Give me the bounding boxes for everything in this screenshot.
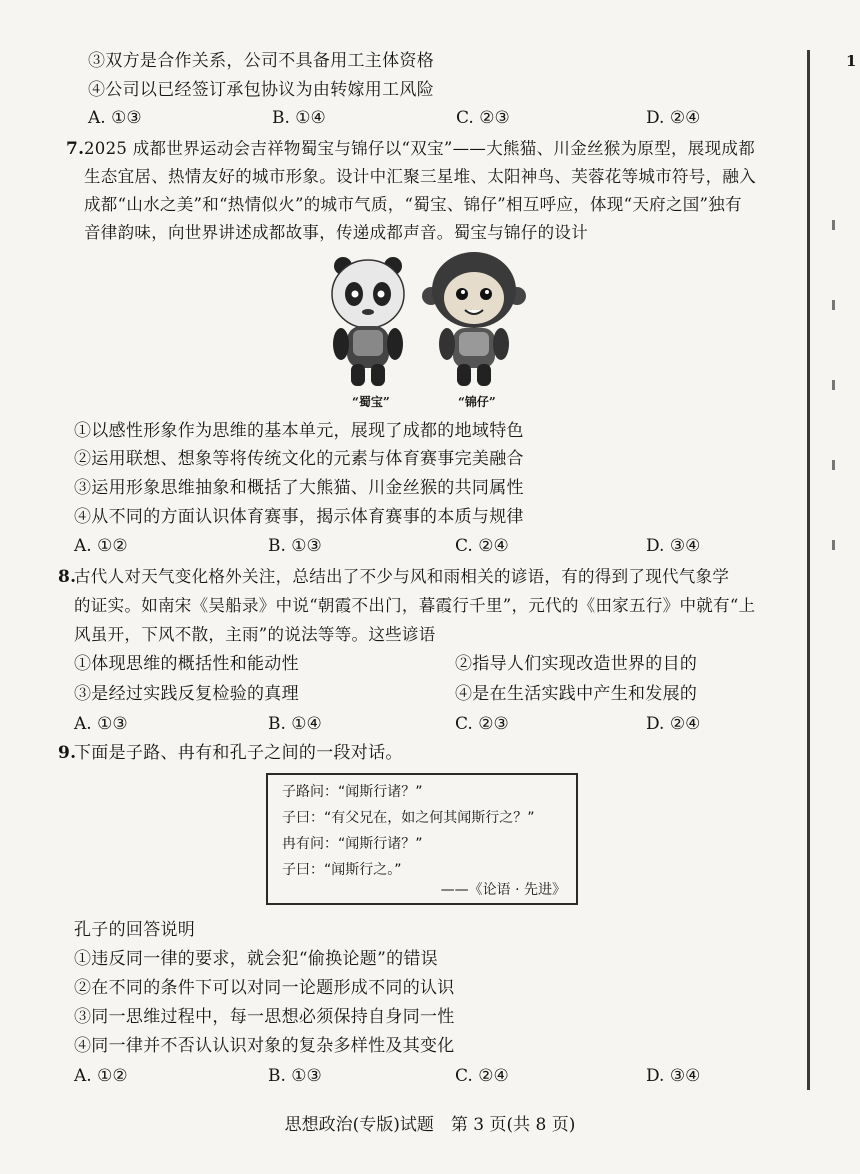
q8-choice-c: C. ②③ <box>455 714 509 734</box>
q7-number: 7. <box>66 139 85 159</box>
q8-stem-line: 古代人对天气变化格外关注，总结出了不少与风和雨相关的谚语，有的得到了现代气象学 <box>74 567 730 586</box>
q8-choice-b: B. ①④ <box>268 714 322 734</box>
monkey-mascot-icon <box>422 252 526 386</box>
q9-choice-a: A. ①② <box>74 1066 128 1086</box>
mascot-figure <box>325 252 530 408</box>
q8-stem-line: 的证实。如南宋《吴船录》中说“朝霞不出门，暮霞行千里”，元代的《田家五行》中就有“上 <box>74 596 756 615</box>
dialogue-box <box>266 773 578 905</box>
q9-choice-d: D. ③④ <box>646 1066 701 1086</box>
q9-stem: 孔子的回答说明 <box>74 920 196 940</box>
q7-choice-c: C. ②④ <box>455 536 509 556</box>
q8-number: 8. <box>58 567 77 587</box>
q8-stem-line: 风虽开，下风不散，主雨”的说法等等。这些谚语 <box>74 625 436 644</box>
q7-stem-line: 成都“山水之美”和“热情似火”的城市气质，“蜀宝、锦仔”相互呼应，体现“天府之国”独有 <box>84 195 742 214</box>
q9-option-4: ④同一律并不否认认识对象的复杂多样性及其变化 <box>74 1036 455 1056</box>
q6-choice-b: B. ①④ <box>272 108 326 128</box>
q9-choice-c: C. ②④ <box>455 1066 509 1086</box>
dialogue-line: 子路问：“闻斯行诸？” <box>282 784 423 800</box>
q8-choice-a: A. ①③ <box>74 714 128 734</box>
q6-choice-a: A. ①③ <box>88 108 142 128</box>
q6-choice-c: C. ②③ <box>456 108 510 128</box>
q8-option-2: ②指导人们实现改造世界的目的 <box>455 654 698 674</box>
q8-choice-d: D. ②④ <box>646 714 701 734</box>
mascot-label-jinzai: “锦仔” <box>458 395 496 409</box>
q9-number: 9. <box>58 743 77 763</box>
q8-option-4: ④是在生活实践中产生和发展的 <box>455 684 698 704</box>
margin-dash <box>832 460 835 470</box>
dialogue-line: 子曰：“闻斯行之。” <box>282 862 402 878</box>
q6-choice-d: D. ②④ <box>646 108 701 128</box>
dialogue-line: 子曰：“有父兄在，如之何其闻斯行之？” <box>282 810 535 826</box>
panda-mascot-icon <box>332 257 404 386</box>
q7-option-1: ①以感性形象作为思维的基本单元，展现了成都的地域特色 <box>74 421 524 441</box>
q7-option-2: ②运用联想、想象等将传统文化的元素与体育赛事完美融合 <box>74 449 524 469</box>
q8-option-3: ③是经过实践反复检验的真理 <box>74 684 299 704</box>
q7-choice-a: A. ①② <box>74 536 128 556</box>
q6-option-3: ③双方是合作关系，公司不具备用工主体资格 <box>88 51 434 71</box>
q7-stem-line: 音律韵味，向世界讲述成都故事，传递成都声音。蜀宝与锦仔的设计 <box>84 223 588 242</box>
margin-dash <box>832 220 835 230</box>
mascot-label-shubao: “蜀宝” <box>352 395 390 409</box>
q7-choice-b: B. ①③ <box>268 536 322 556</box>
q7-stem-line: 2025 成都世界运动会吉祥物蜀宝与锦仔以“双宝”——大熊猫、川金丝猴为原型，展现成都 <box>84 139 756 158</box>
q9-option-3: ③同一思维过程中，每一思想必须保持自身同一性 <box>74 1007 455 1027</box>
q8-option-1: ①体现思维的概括性和能动性 <box>74 654 299 674</box>
margin-dash <box>832 380 835 390</box>
q7-option-4: ④从不同的方面认识体育赛事，揭示体育赛事的本质与规律 <box>74 507 524 527</box>
q9-intro: 下面是子路、冉有和孔子之间的一段对话。 <box>74 743 403 763</box>
page-footer: 思想政治(专版)试题 第 3 页(共 8 页) <box>284 1115 576 1135</box>
q7-option-3: ③运用形象思维抽象和概括了大熊猫、川金丝猴的共同属性 <box>74 478 524 498</box>
q6-option-4: ④公司以已经签订承包协议为由转嫁用工风险 <box>88 80 434 100</box>
dialogue-source: ——《论语 · 先进》 <box>440 882 566 898</box>
q7-stem-line: 生态宜居、热情友好的城市形象。设计中汇聚三星堆、太阳神鸟、芙蓉花等城市符号，融入 <box>84 167 756 186</box>
q9-choice-b: B. ①③ <box>268 1066 322 1086</box>
margin-dash <box>832 300 835 310</box>
edge-mark: 1 <box>846 52 857 70</box>
q9-option-1: ①违反同一律的要求，就会犯“偷换论题”的错误 <box>74 949 438 969</box>
q9-option-2: ②在不同的条件下可以对同一论题形成不同的认识 <box>74 978 455 998</box>
margin-rule <box>807 50 810 1090</box>
q7-choice-d: D. ③④ <box>646 536 701 556</box>
dialogue-line: 冉有问：“闻斯行诸？” <box>282 836 423 852</box>
margin-dash <box>832 540 835 550</box>
mascot-image <box>325 252 530 408</box>
